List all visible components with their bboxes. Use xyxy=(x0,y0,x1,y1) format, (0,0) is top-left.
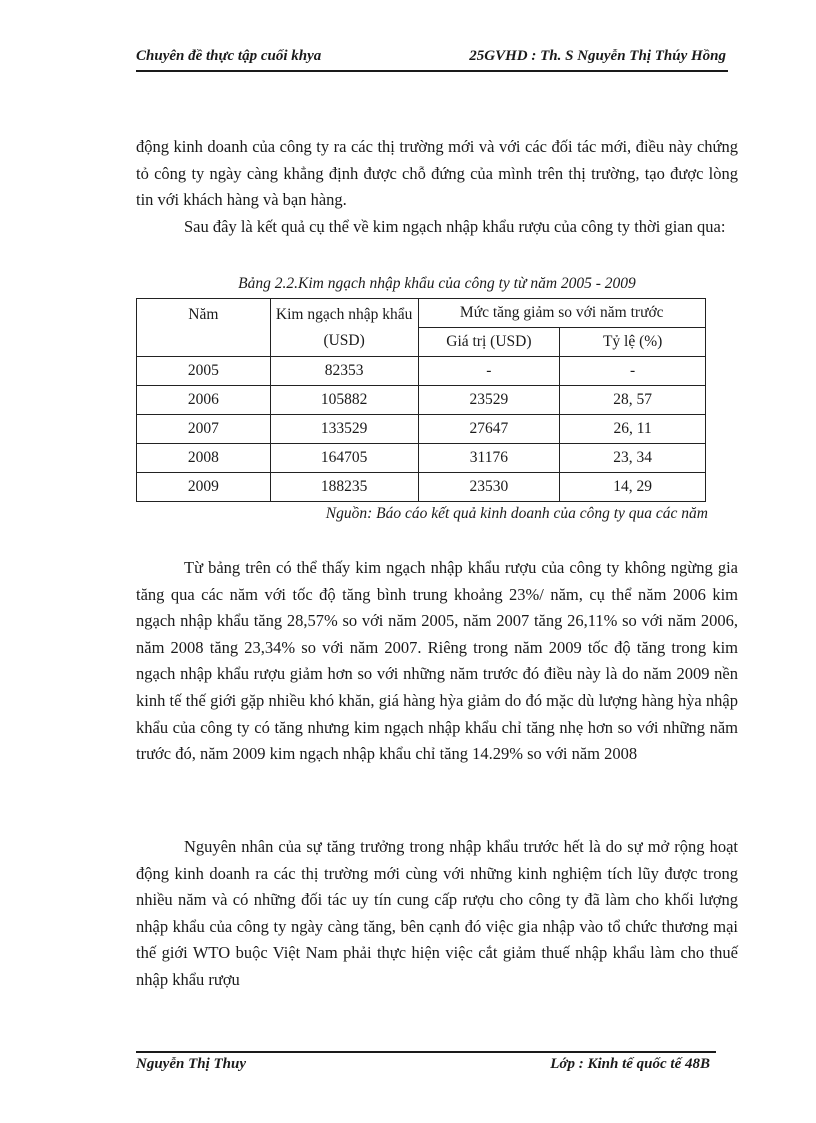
cell-change-value: - xyxy=(418,357,560,386)
cell-import-value: 105882 xyxy=(270,386,418,415)
header-year: Năm xyxy=(137,299,271,357)
cell-change-value: 27647 xyxy=(418,415,560,444)
footer-author: Nguyễn Thị Thuy xyxy=(136,1056,247,1072)
paragraph-analysis: Từ bảng trên có thể thấy kim ngạch nhập khẩu rượu của công ty không ngừng gia tăng qua các năm với tốc độ tăng bình trung khoảng 23%/ năm, cụ thể năm 2006 kim ngạch nhập khẩu tăng 28,57% so với năm 2005, năm 2007 tăng 26,11% so với năm 2006, năm 2008 tăng 23,34% so với năm 2007. Riêng trong năm 2009 tốc độ tăng trong kim ngạch nhập khẩu rượu giảm hơn so với những năm trước đó điều này là do năm 2009 nền kinh tế thế giới gặp nhiều khó khăn, giá hàng hỳa giảm do đó mặc dù lượng hàng hỳa nhập khẩu của công ty có tăng nhưng kim ngạch nhập khẩu chỉ tăng nhẹ hơn so với những năm trước đó, năm 2009 kim ngạch nhập khẩu chỉ tăng 14.29% so với năm 2008 xyxy=(136,558,738,764)
cell-year: 2006 xyxy=(137,386,271,415)
cell-year: 2008 xyxy=(137,444,271,473)
cell-change-value: 23530 xyxy=(418,473,560,502)
cell-change-rate: 26, 11 xyxy=(560,415,706,444)
header-import-value: Kim ngạch nhập khẩu (USD) xyxy=(270,299,418,357)
cell-import-value: 164705 xyxy=(270,444,418,473)
cell-import-value: 133529 xyxy=(270,415,418,444)
table-row xyxy=(137,415,706,444)
import-table xyxy=(136,298,706,502)
header-change-rate: Tỷ lệ (%) xyxy=(560,328,706,357)
page-header xyxy=(136,46,726,72)
cell-change-value: 31176 xyxy=(418,444,560,473)
cell-change-rate: 14, 29 xyxy=(560,473,706,502)
cell-import-value: 82353 xyxy=(270,357,418,386)
cell-import-value: 188235 xyxy=(270,473,418,502)
header-change-group: Mức tăng giảm so với năm trước xyxy=(418,299,706,328)
table-source: Nguồn: Báo cáo kết quả kinh doanh của công ty qua các năm xyxy=(325,505,708,522)
table-row xyxy=(137,444,706,473)
cell-year: 2009 xyxy=(137,473,271,502)
cell-change-rate: - xyxy=(560,357,706,386)
table-caption: Bảng 2.2.Kim ngạch nhập khẩu của công ty từ năm 2005 - 2009 xyxy=(238,275,636,292)
header-advisor: 25GVHD : Th. S Nguyễn Thị Thúy Hồng xyxy=(469,48,726,64)
cell-change-rate: 28, 57 xyxy=(560,386,706,415)
header-rule xyxy=(136,70,728,72)
footer-rule xyxy=(136,1051,716,1053)
table-row xyxy=(137,386,706,415)
footer-class: Lớp : Kinh tế quốc tế 48B xyxy=(550,1056,710,1072)
cell-change-value: 23529 xyxy=(418,386,560,415)
table-row xyxy=(137,357,706,386)
cell-year: 2005 xyxy=(137,357,271,386)
header-title: Chuyên đề thực tập cuối khya xyxy=(136,48,322,64)
paragraph-lead-in: Sau đây là kết quả cụ thể về kim ngạch nhập khẩu rượu của công ty thời gian qua: xyxy=(184,217,726,236)
table-row xyxy=(137,473,706,502)
cell-change-rate: 23, 34 xyxy=(560,444,706,473)
paragraph-reasons: Nguyên nhân của sự tăng trưởng trong nhập khẩu trước hết là do sự mở rộng hoạt động kinh doanh ra các thị trường mới cùng với những kinh nghiệm tích lũy được trong nhiều năm và có những đối tác uy tín cung cấp rượu cho công ty đã làm cho khối lượng nhập khẩu của công ty ngày càng tăng, bên cạnh đó việc gia nhập vào tổ chức thương mại thế giới WTO buộc Việt Nam phải thực hiện việc cắt giảm thuế nhập khẩu làm cho thuế nhập khẩu rượu xyxy=(136,837,738,989)
header-change-value: Giá trị (USD) xyxy=(418,328,560,357)
cell-year: 2007 xyxy=(137,415,271,444)
paragraph-intro: động kinh doanh của công ty ra các thị trường mới và với các đối tác mới, điều này chứng tỏ công ty ngày càng khẳng định được chỗ đứng của mình trên thị trường, tạo được lòng tin với khách hàng và bạn hàng. xyxy=(136,137,738,210)
page-footer xyxy=(136,1054,716,1078)
